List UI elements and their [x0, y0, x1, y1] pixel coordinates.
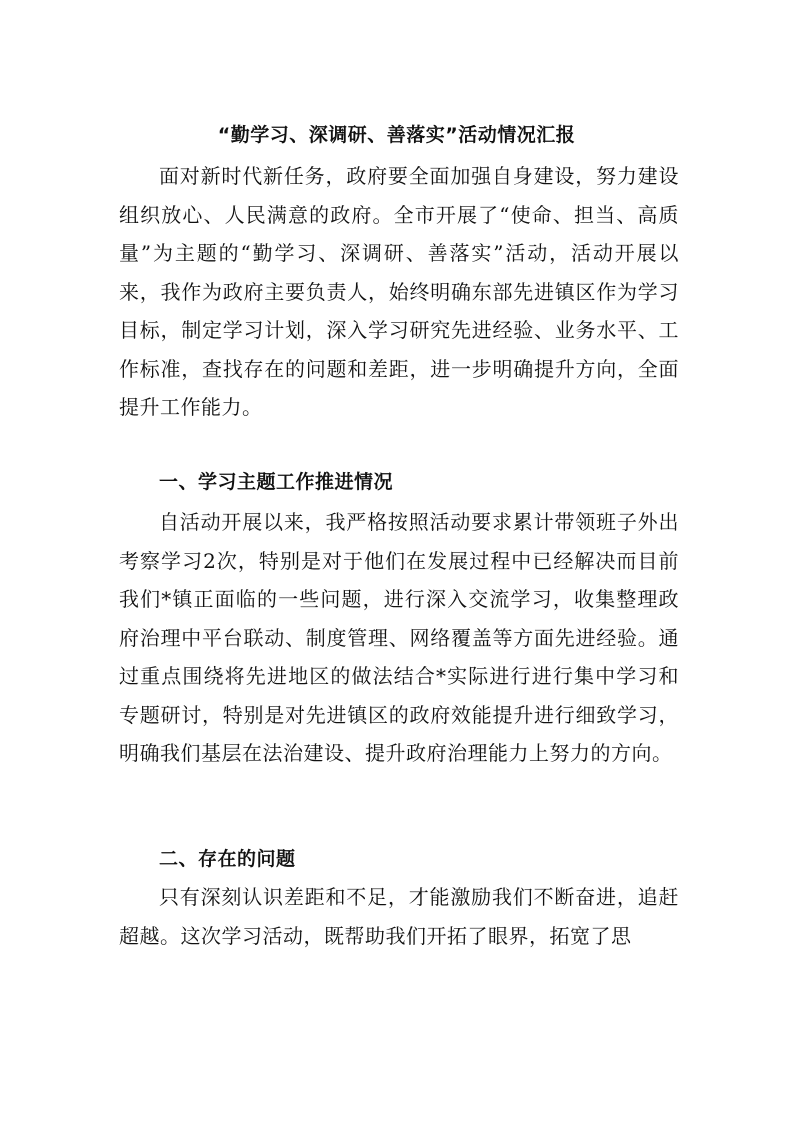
document-title: “勤学习、深调研、善落实”活动情况汇报 [217, 124, 576, 146]
section-heading-2: 二、存在的问题 [159, 848, 296, 870]
paragraph-section-2: 只有深刻认识差距和不足，才能激励我们不断奋进，追赶超越。这次学习活动，既帮助我们开拓了眼界，拓宽了思 [119, 885, 679, 948]
section-heading-1: 一、学习主题工作推进情况 [159, 471, 394, 493]
paragraph-section-1: 自活动开展以来，我严格按照活动要求累计带领班子外出考察学习2次，特别是对于他们在发展过程中已经解决而目前我们*镇正面临的一些问题，进行深入交流学习，收集整理政府治理中平台联动、制度管理、网络覆盖等方面先进经验。通过重点围绕将先进地区的做法结合*实际进行进行集中学习和专题研讨，特别是对先进镇区的政府效能提升进行细致学习，明确我们基层在法治建设、提升政府治理能力上努力的方向。 [119, 510, 679, 765]
paragraph-intro: 面对新时代新任务，政府要全面加强自身建设，努力建设组织放心、人民满意的政府。全市开展了“使命、担当、高质量”为主题的“勤学习、深调研、善落实”活动，活动开展以来，我作为政府主要负责人，始终明确东部先进镇区作为学习目标，制定学习计划，深入学习研究先进经验、业务水平、工作标准，查找存在的问题和差距，进一步明确提升方向，全面提升工作能力。 [119, 164, 679, 419]
